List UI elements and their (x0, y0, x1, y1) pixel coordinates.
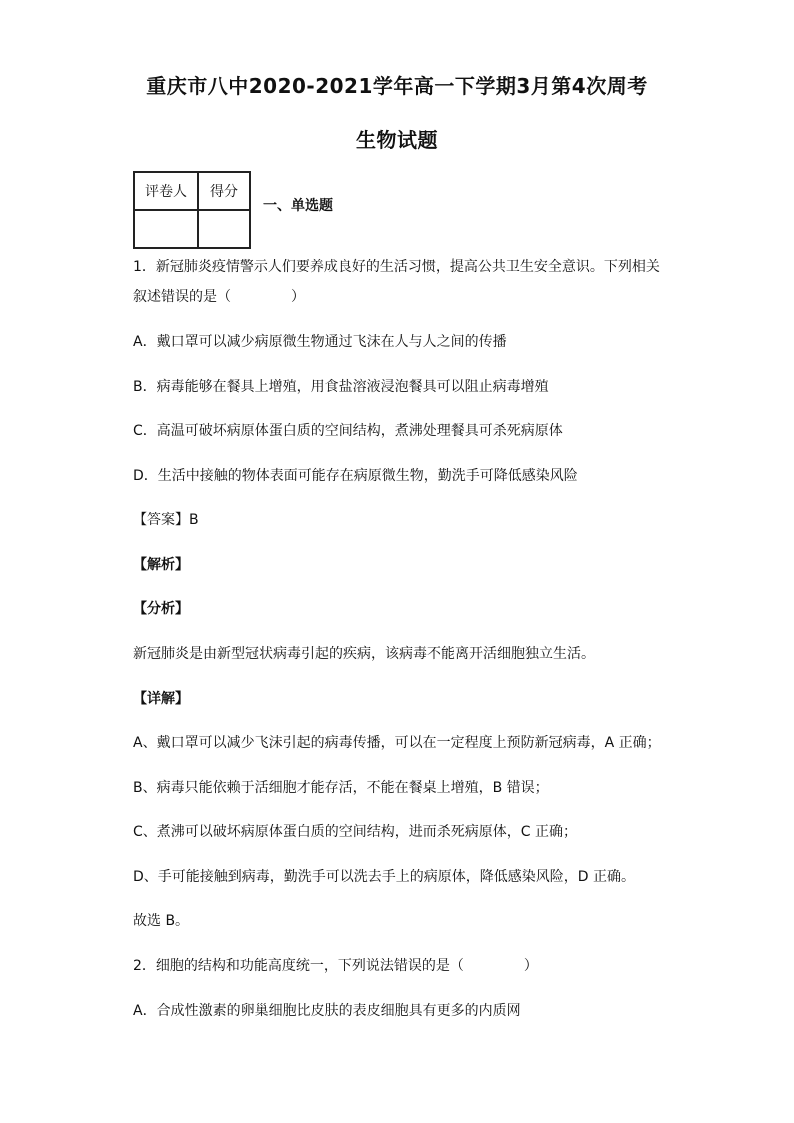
q1-detail-heading: 【详解】 (133, 691, 189, 707)
q2-stem (133, 956, 538, 976)
q1-fenxi-heading: 【分析】 (133, 601, 189, 617)
q1-option-b: B．病毒能够在餐具上增殖，用食盐溶液浸泡餐具可以阻止病毒增殖 (133, 379, 549, 395)
q1-stem-line2 (133, 287, 305, 307)
q1-fenxi-text: 新冠肺炎是由新型冠状病毒引起的疾病，该病毒不能离开活细胞独立生活。 (133, 646, 595, 662)
q1-stem-line2-prefix: 叙述错误的是（ (133, 289, 231, 305)
q1-option-a: A．戴口罩可以减少病原微生物通过飞沫在人与人之间的传播 (133, 334, 507, 350)
q1-answer: 【答案】B (133, 512, 199, 528)
q1-detail-c: C、煮沸可以破坏病原体蛋白质的空间结构，进而杀死病原体，C 正确； (133, 824, 577, 840)
q1-stem-line2-suffix: ） (291, 289, 305, 305)
q1-analysis-heading: 【解析】 (133, 557, 189, 573)
score-value-cell (198, 210, 250, 248)
q2-option-a: A．合成性激素的卵巢细胞比皮肤的表皮细胞具有更多的内质网 (133, 1003, 521, 1019)
score-table (133, 171, 251, 249)
section-title: 一、单选题 (263, 198, 333, 214)
q1-option-c: C．高温可破坏病原体蛋白质的空间结构，煮沸处理餐具可杀死病原体 (133, 423, 563, 439)
q1-detail-b: B、病毒只能依赖于活细胞才能存活，不能在餐桌上增殖，B 错误； (133, 780, 549, 796)
q2-stem-prefix: 2．细胞的结构和功能高度统一，下列说法错误的是（ (133, 958, 464, 974)
q2-stem-suffix: ） (523, 958, 538, 974)
q1-option-d: D．生活中接触的物体表面可能存在病原微生物，勤洗手可降低感染风险 (133, 468, 578, 484)
exam-subtitle: 生物试题 (356, 128, 438, 152)
score-header-cell: 得分 (198, 172, 250, 210)
grader-header-cell: 评卷人 (134, 172, 198, 210)
q1-detail-a: A、戴口罩可以减少飞沫引起的病毒传播，可以在一定程度上预防新冠病毒，A 正确； (133, 735, 661, 751)
exam-title: 重庆市八中2020-2021学年高一下学期3月第4次周考 (146, 74, 648, 98)
q1-detail-d: D、手可能接触到病毒，勤洗手可以洗去手上的病原体，降低感染风险，D 正确。 (133, 869, 636, 885)
grader-value-cell (134, 210, 198, 248)
q1-conclusion: 故选 B。 (133, 913, 190, 929)
q1-stem-line1: 1．新冠肺炎疫情警示人们要养成良好的生活习惯，提高公共卫生安全意识。下列相关 (133, 259, 660, 275)
